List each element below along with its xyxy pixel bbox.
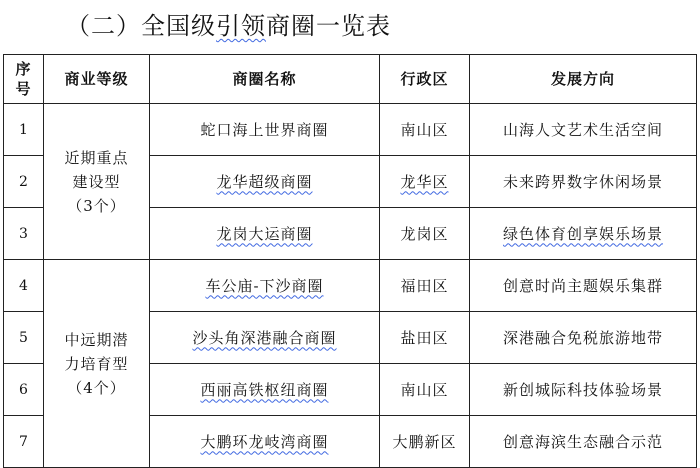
- cell-name-text: 龙岗大运商圈: [216, 224, 313, 243]
- cell-district: 龙岗区: [380, 208, 470, 260]
- header-district: 行政区: [380, 55, 470, 104]
- cell-direction: 创意时尚主题娱乐集群: [470, 260, 697, 312]
- cell-district: 福田区: [380, 260, 470, 312]
- cell-district: 南山区: [380, 104, 470, 156]
- header-index: [4, 55, 44, 104]
- header-tier: 商业等级: [44, 55, 150, 104]
- cell-name: [150, 156, 380, 208]
- header-index-line1: 序: [15, 60, 32, 78]
- cell-index: 6: [4, 364, 44, 416]
- cell-index: 7: [4, 416, 44, 468]
- cell-direction: 创意海滨生态融合示范: [470, 416, 697, 468]
- cell-name-text: 龙华超级商圈: [216, 172, 313, 191]
- header-name: 商圈名称: [150, 55, 380, 104]
- cell-district-text: 龙华区: [400, 172, 449, 191]
- cell-index: 2: [4, 156, 44, 208]
- cell-tier-long-term: [44, 260, 150, 468]
- cell-name: 蛇口海上世界商圈: [150, 104, 380, 156]
- table-header-row: [4, 55, 697, 104]
- header-index-line2: 号: [15, 80, 32, 98]
- cell-direction: [470, 208, 697, 260]
- cell-direction: 新创城际科技体验场景: [470, 364, 697, 416]
- tier-label-count: （3个）: [67, 196, 126, 215]
- tier-label-line2: 建设型: [72, 172, 121, 191]
- cell-direction: 山海人文艺术生活空间: [470, 104, 697, 156]
- cell-name: [150, 208, 380, 260]
- cell-name-text: 车公庙-下沙商圈: [205, 276, 324, 295]
- cell-direction: 未来跨界数字休闲场景: [470, 156, 697, 208]
- business-district-table: [3, 54, 697, 468]
- table-row: [4, 104, 697, 156]
- cell-tier-near-term: [44, 104, 150, 260]
- cell-district: 大鹏新区: [380, 416, 470, 468]
- header-direction: 发展方向: [470, 55, 697, 104]
- cell-direction-text: 绿色体育创享娱乐场景: [502, 224, 663, 243]
- cell-name-text: 西丽高铁枢纽商圈: [200, 380, 329, 399]
- cell-name: [150, 364, 380, 416]
- cell-index: 1: [4, 104, 44, 156]
- title-flagged-word: 引领: [216, 12, 266, 40]
- tier-label-line2: 力培育型: [64, 354, 129, 373]
- cell-district: [380, 156, 470, 208]
- tier-label-line1: 近期重点: [64, 148, 129, 167]
- cell-index: 4: [4, 260, 44, 312]
- cell-name: [150, 260, 380, 312]
- cell-index: 5: [4, 312, 44, 364]
- title-prefix: （二）全国级: [66, 12, 216, 40]
- page-title: [66, 10, 391, 42]
- title-suffix: 商圈一览表: [266, 12, 391, 40]
- tier-label-count: （4个）: [67, 378, 126, 397]
- cell-index: 3: [4, 208, 44, 260]
- cell-name: [150, 416, 380, 468]
- cell-name-text: 大鹏环龙岐湾商圈: [200, 432, 329, 451]
- cell-name-text: 沙头角深港融合商圈: [192, 328, 337, 347]
- cell-name: [150, 312, 380, 364]
- tier-label-line1: 中远期潜: [64, 330, 129, 349]
- table-row: [4, 260, 697, 312]
- cell-district: 南山区: [380, 364, 470, 416]
- cell-district: 盐田区: [380, 312, 470, 364]
- cell-direction: 深港融合免税旅游地带: [470, 312, 697, 364]
